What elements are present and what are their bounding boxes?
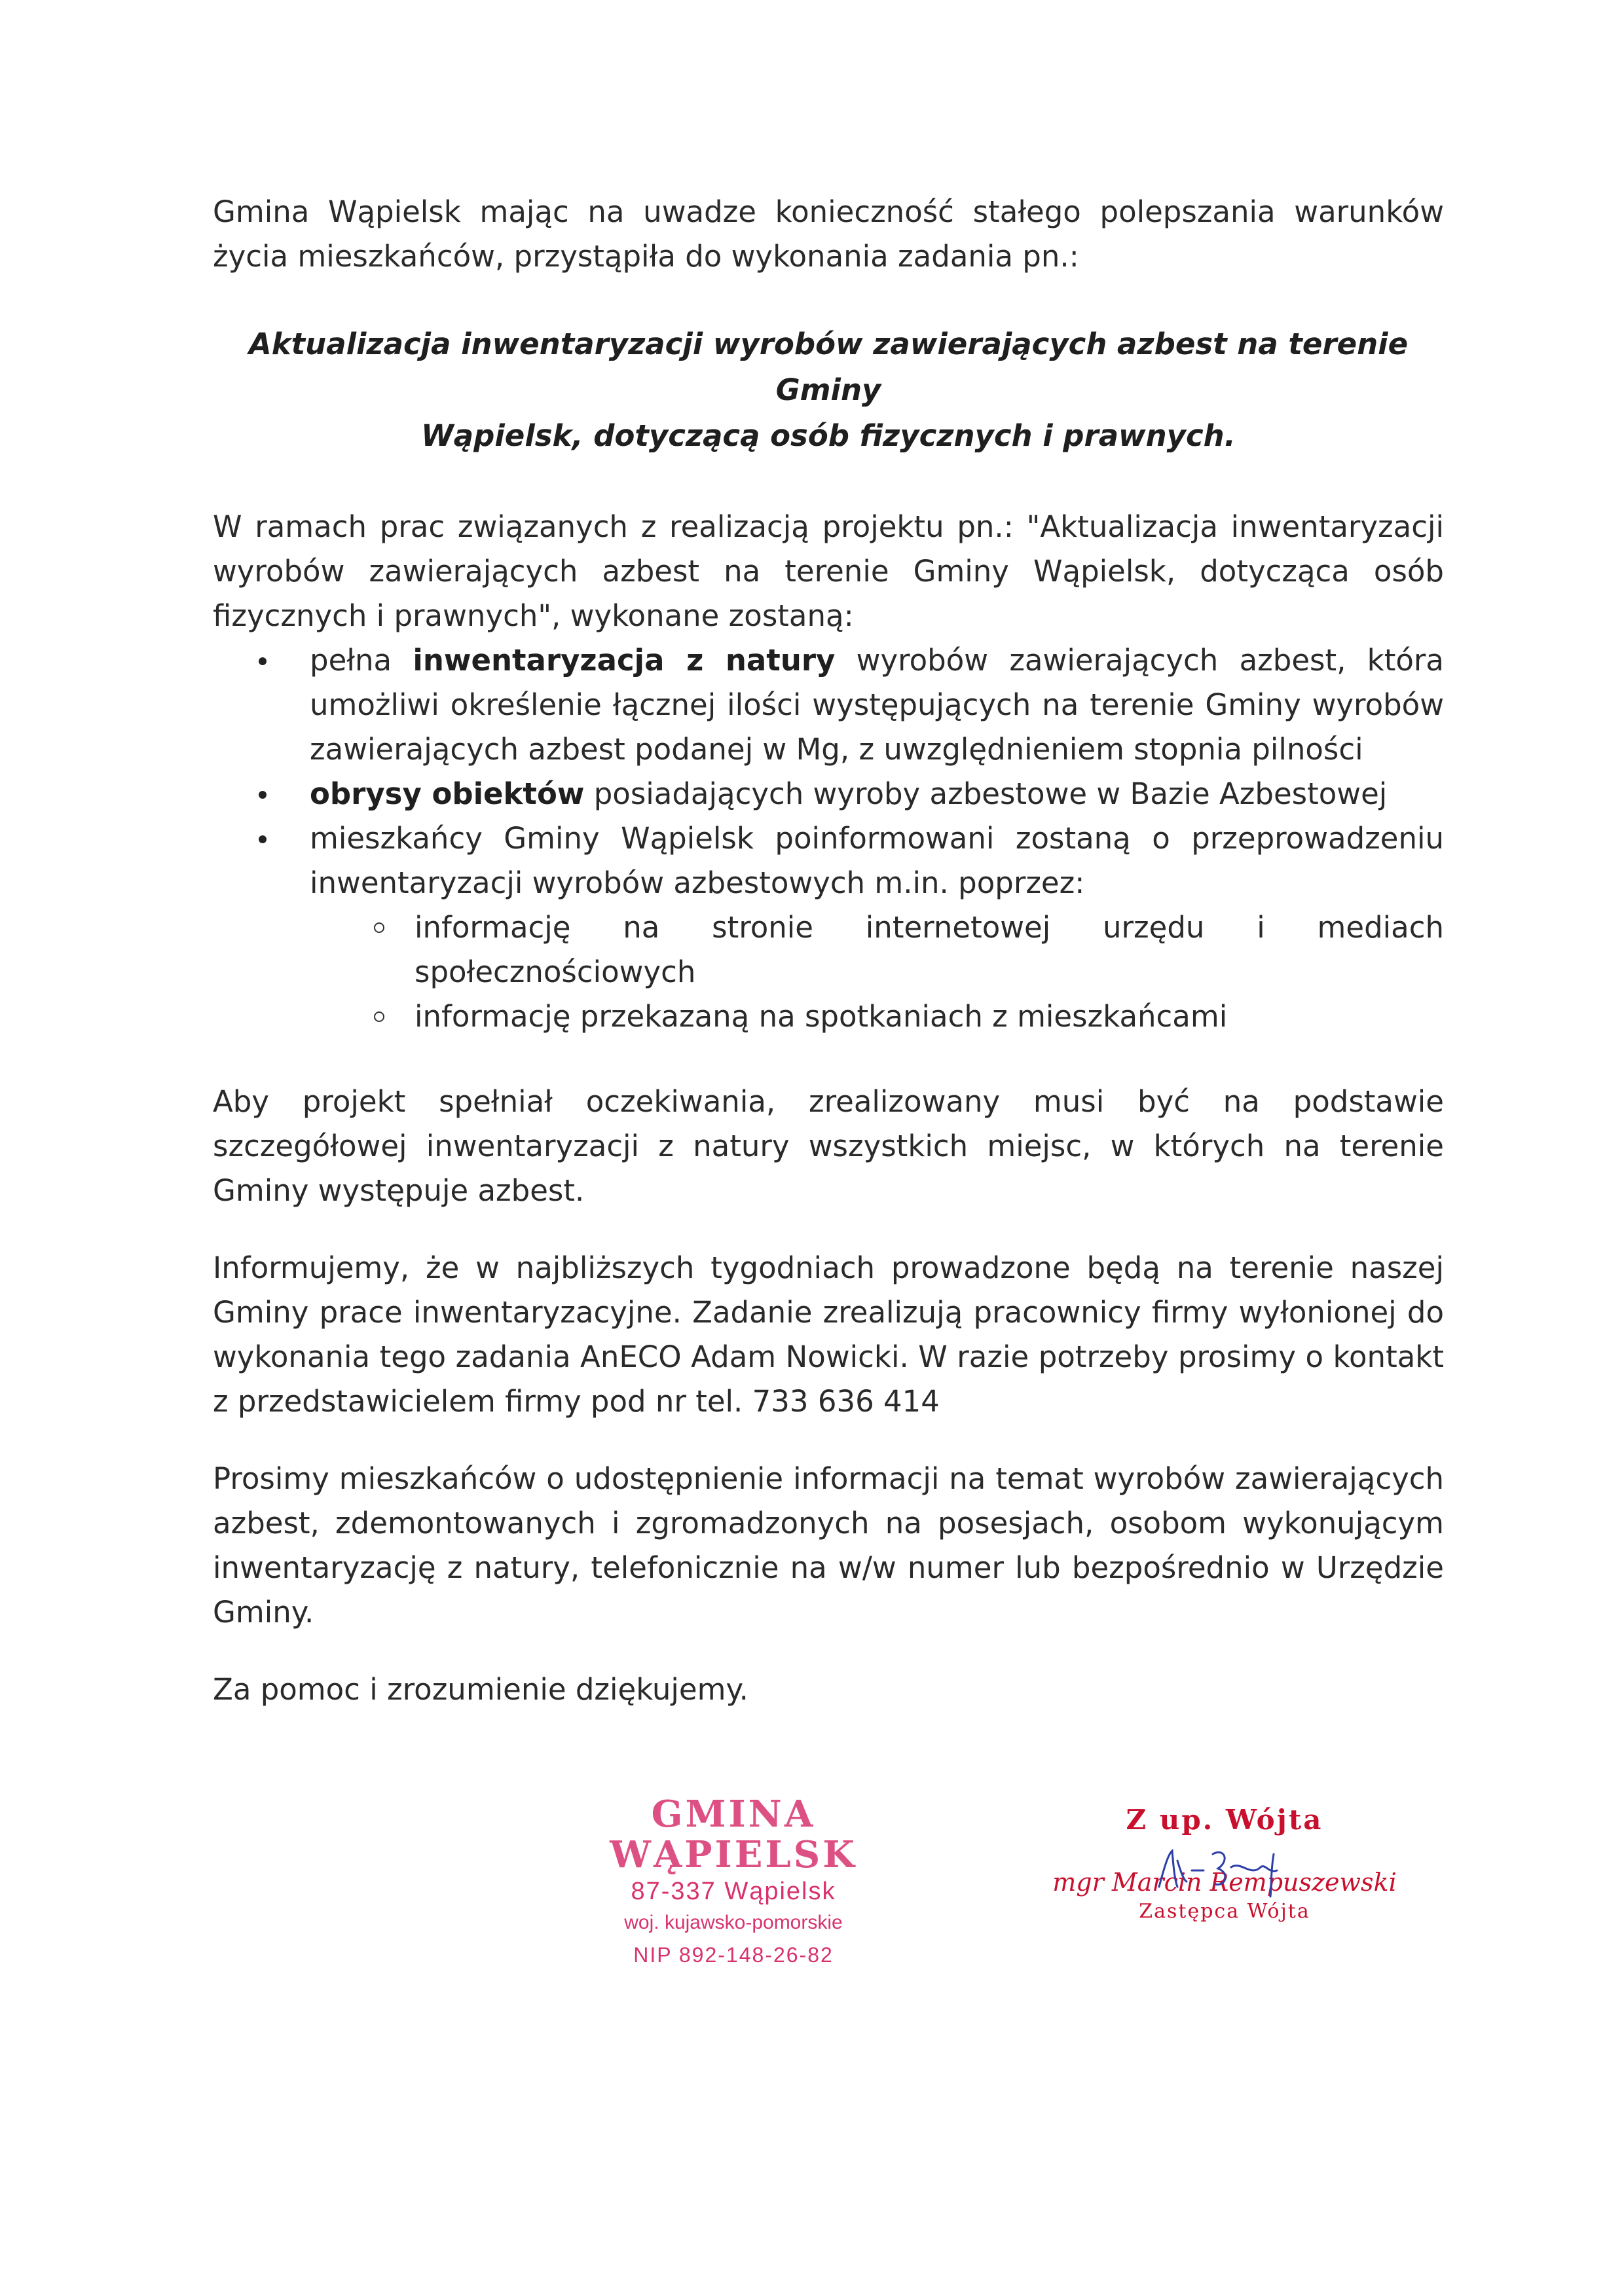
bold-phrase: inwentaryzacja z natury: [413, 643, 836, 678]
letter-body: [213, 190, 1444, 1712]
signatory-role: Zastępca Wójta: [1139, 1900, 1310, 1923]
inform-paragraph: Informujemy, że w najbliższych tygodniach prowadzone będą na terenie naszej Gminy prace inwentaryzacyjne. Zadanie zrealizują pracownicy firmy wyłonionej do wykonania tego zadania AnECO Adam Nowicki. W razie potrzeby prosimy o kontakt z przedstawicielem firmy pod nr tel. 733 636 414: [213, 1250, 1444, 1419]
office-stamp: [537, 1794, 930, 1972]
signatory-name: mgr Marcin Rempuszewski: [1052, 1868, 1397, 1897]
bullet-icon: [259, 657, 267, 665]
stamp-postal: 87-337 Wąpielsk: [631, 1878, 836, 1905]
stamp-region: woj. kujawsko-pomorskie: [624, 1912, 843, 1933]
intro-paragraph: Gmina Wąpielsk mając na uwadze konieczność stałego polepszania warunków życia mieszkańców, przystąpiła do wykonania zadania pn.:: [213, 194, 1444, 274]
signature-block: [1022, 1800, 1428, 1925]
project-intro-paragraph: W ramach prac związanych z realizacją projektu pn.: "Aktualizacja inwentaryzacji wyrobów zawierających azbest na terenie Gminy Wąpielsk, dotycząca osób fizycznych i prawnych", wykonane zostaną:: [213, 509, 1444, 633]
expectations-paragraph: Aby projekt spełniał oczekiwania, zrealizowany musi być na podstawie szczegółowej inwentaryzacji z natury wszystkich miejsc, w których na terenie Gminy występuje azbest.: [213, 1084, 1444, 1208]
bullet-icon: [259, 835, 267, 843]
thanks-line: Za pomoc i zrozumienie dziękujemy.: [213, 1672, 748, 1707]
stamp-name: GMINA WĄPIELSK: [610, 1793, 857, 1876]
signature-authority: Z up. Wójta: [1126, 1804, 1323, 1836]
list-item: obrysy obiektów posiadających wyroby azbestowe w Bazie Azbestowej: [310, 772, 1444, 816]
stamp-nip: NIP 892-148-26-82: [633, 1943, 834, 1967]
sub-list-item: informację na stronie internetowej urzędu i mediach społecznościowych: [415, 905, 1444, 994]
bold-phrase: obrysy obiektów: [310, 776, 585, 811]
bullet-icon: [259, 791, 267, 799]
sub-list: [310, 905, 1444, 1039]
circle-bullet-icon: [374, 1011, 384, 1022]
list-item: pełna inwentaryzacja z natury wyrobów zawierających azbest, która umożliwi określenie łącznej ilości występujących na terenie Gminy wyrobów zawierających azbest podanej w Mg, z uwzględnieniem stopnia pilności: [310, 638, 1444, 772]
tasks-list: [213, 638, 1444, 1039]
sub-list-item: informację przekazaną na spotkaniach z mieszkańcami: [415, 994, 1444, 1039]
task-title-line-1: Aktualizacja inwentaryzacji wyrobów zawierających azbest na terenie Gminy: [248, 327, 1409, 407]
list-item: mieszkańcy Gminy Wąpielsk poinformowani zostaną o przeprowadzeniu inwentaryzacji wyrobów azbestowych m.in. poprzez: informację na stronie internetowej urzędu i mediach społecznościowych informację przekazaną na spotkaniach z mieszkańcami: [310, 816, 1444, 1039]
task-title-line-2: Wąpielsk, dotyczącą osób fizycznych i prawnych.: [421, 418, 1236, 453]
circle-bullet-icon: [374, 922, 384, 933]
handwritten-signature-icon: [1153, 1841, 1297, 1900]
request-paragraph: Prosimy mieszkańców o udostępnienie informacji na temat wyrobów zawierających azbest, zdemontowanych i zgromadzonych na posesjach, osobom wykonującym inwentaryzację z natury, telefonicznie na w/w numer lub bezpośrednio w Urzędzie Gminy.: [213, 1461, 1444, 1630]
task-title: [213, 321, 1444, 459]
